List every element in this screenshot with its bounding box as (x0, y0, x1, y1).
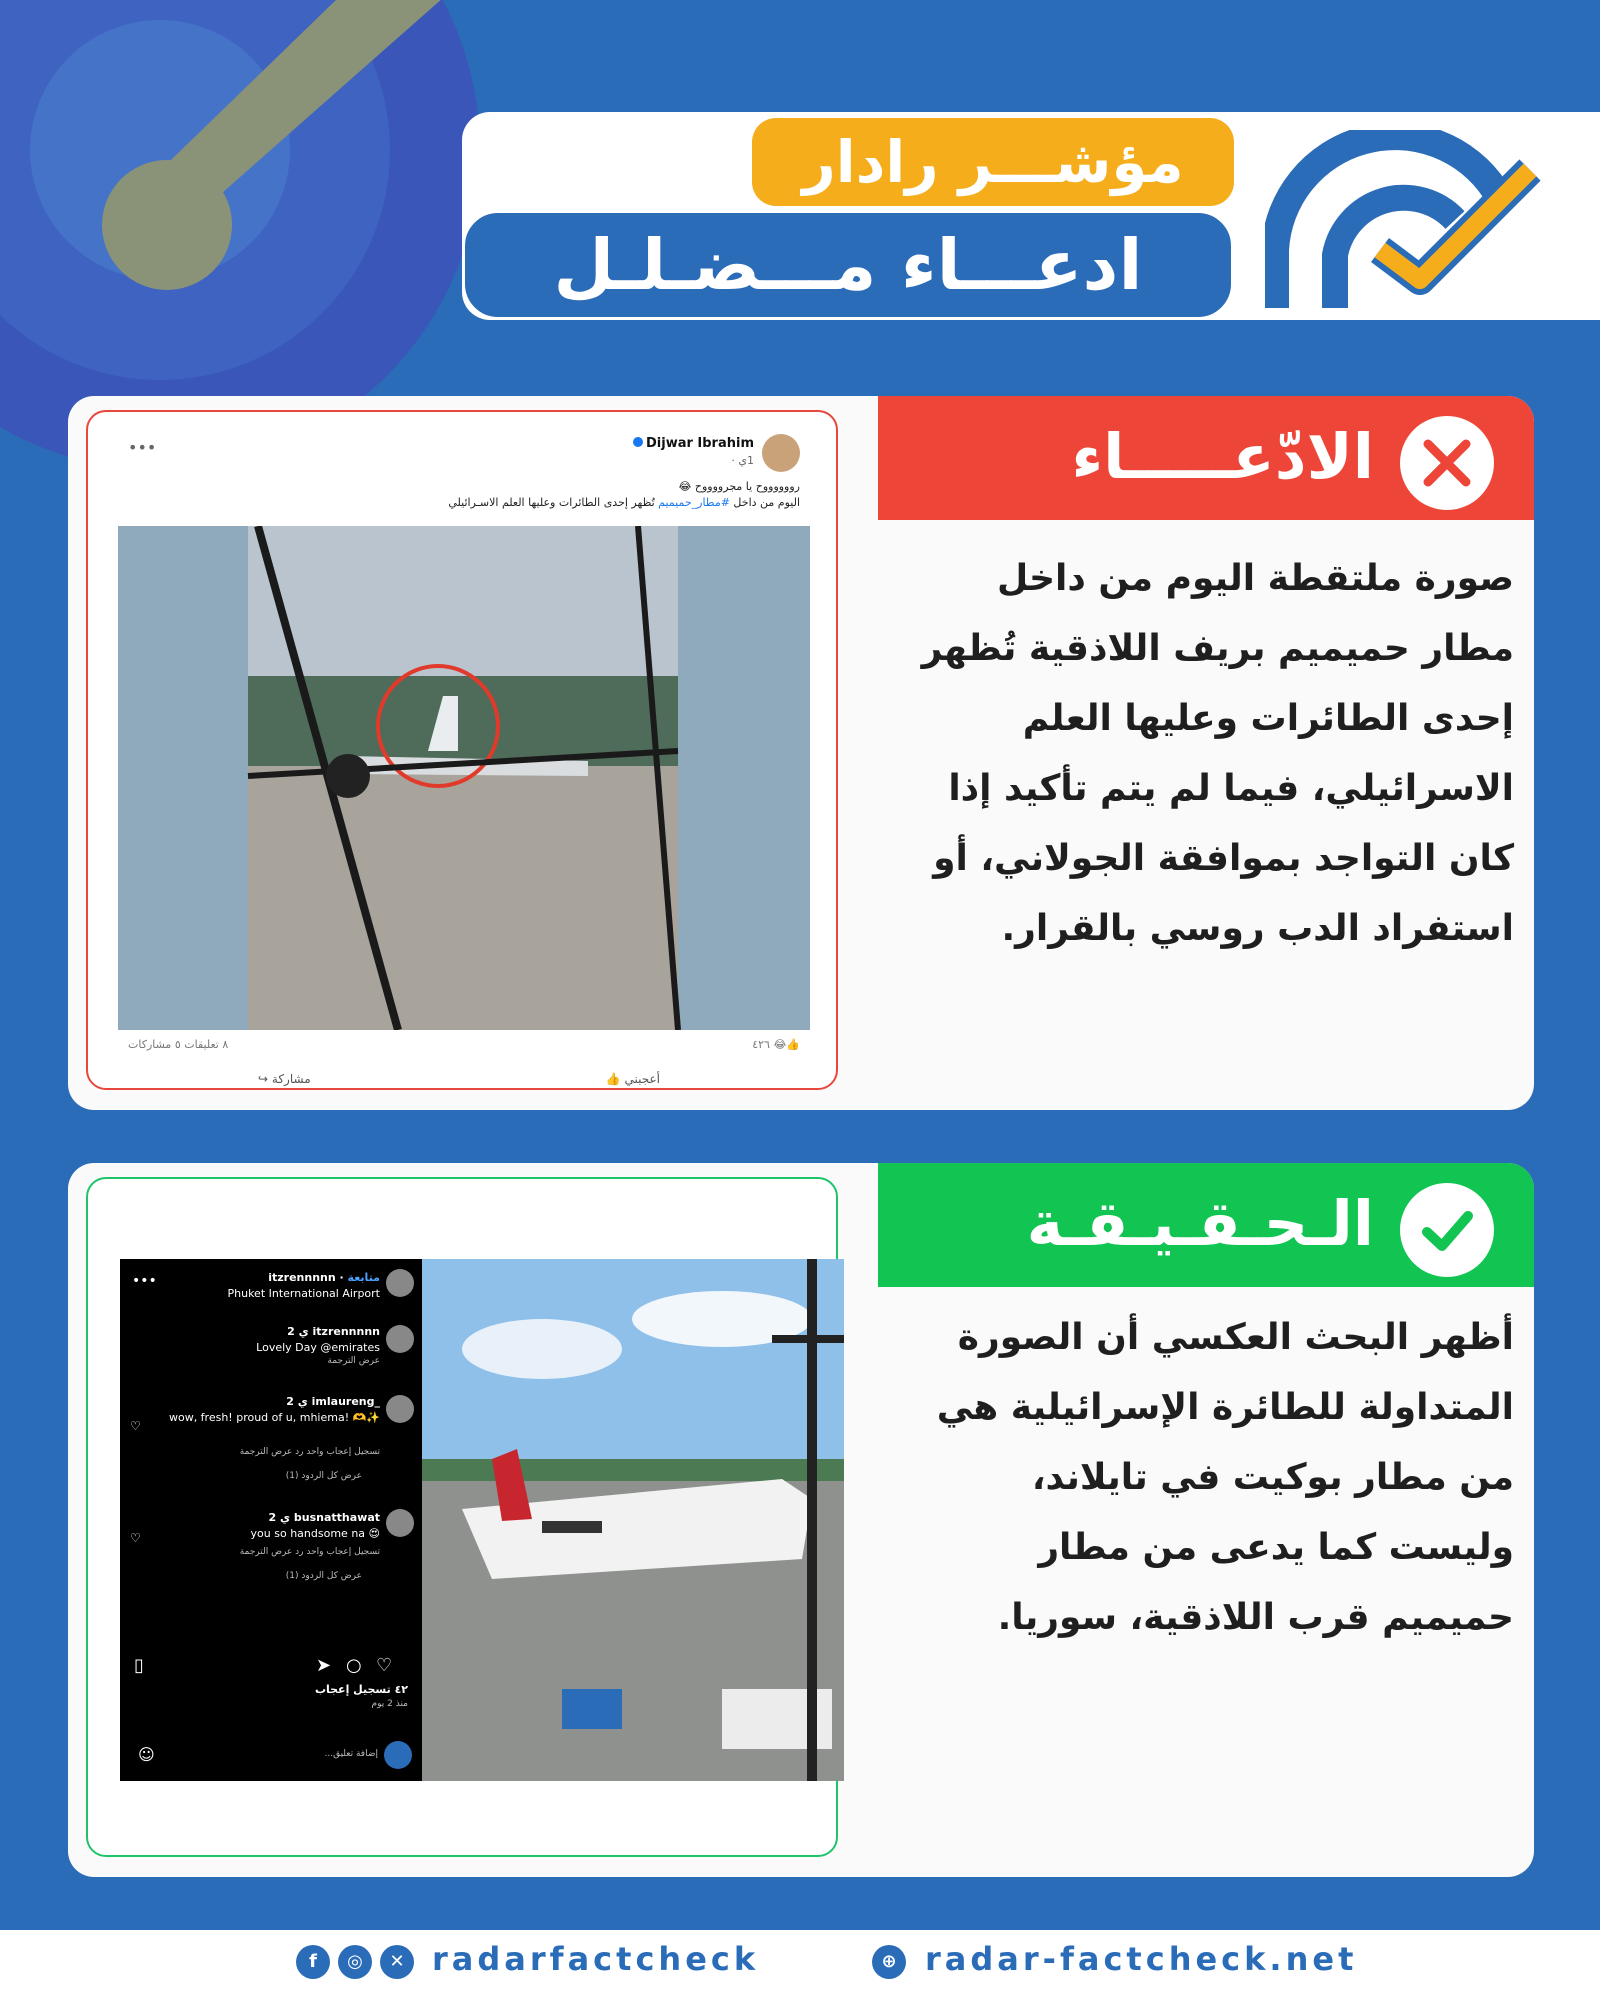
post-reactions[interactable]: 👍😂 ٤٢٦ (752, 1038, 800, 1051)
view-replies-link[interactable]: عرض كل الردود (1) (285, 1571, 362, 1581)
avatar[interactable] (386, 1395, 414, 1423)
claim-ribbon (878, 396, 1534, 520)
thumbs-up-icon: 👍 (605, 1072, 621, 1086)
globe-icon: ⊕ (872, 1945, 906, 1979)
comment-actions[interactable]: تسجيل إعجاب واحد رد عرض الترجمة (239, 1547, 380, 1557)
ig-location[interactable]: Phuket International Airport (227, 1287, 380, 1300)
send-icon[interactable]: ➤ (316, 1655, 332, 1676)
add-comment-input[interactable]: إضافة تعليق... (324, 1749, 378, 1759)
emoji-icon[interactable]: ☺ (138, 1745, 155, 1764)
comment-user[interactable]: 2 ي busnatthawat (268, 1511, 380, 1524)
heart-icon[interactable]: ♡ (130, 1419, 141, 1433)
comment-text: wow, fresh! proud of u, mhiema! 🫶✨ (168, 1411, 380, 1424)
avatar[interactable] (386, 1509, 414, 1537)
see-translation-link[interactable]: عرض الترجمة (327, 1356, 380, 1366)
comment-text: you so handsome na 😍 (250, 1527, 380, 1540)
view-replies-link[interactable]: عرض كل الردود (1) (285, 1471, 362, 1481)
facebook-icon[interactable]: f (296, 1945, 330, 1979)
facebook-post (118, 424, 810, 1086)
instagram-icon[interactable]: ◎ (338, 1945, 372, 1979)
comment-user[interactable]: 2 ي itzrennnnn (287, 1325, 380, 1338)
claim-text: صورة ملتقطة اليوم من داخل مطار حميميم بريف اللاذقية تُظهر إحدى الطائرات وعليها العلم الاسرائيلي، فيما لم يتم تأكيد إذا كان التواجد بموافقة الجولاني، أو استفراد الدب روسي بالقرار. (921, 558, 1514, 949)
x-icon[interactable]: ✕ (380, 1945, 414, 1979)
airport-photo[interactable] (422, 1259, 844, 1781)
share-button[interactable]: مشاركة ↪ (258, 1072, 311, 1086)
instagram-comments-panel (120, 1259, 422, 1781)
likes-count[interactable]: ٤٢ تسجيل إعجاب (314, 1683, 408, 1696)
instagram-post (120, 1259, 844, 1781)
claim-screenshot-frame (86, 410, 838, 1090)
share-arrow-icon: ↪ (258, 1072, 269, 1086)
more-options-icon[interactable]: ••• (132, 1273, 157, 1289)
cross-icon (1400, 416, 1494, 510)
check-icon (1400, 1183, 1494, 1277)
comment-icon[interactable]: ○ (346, 1655, 362, 1676)
post-age: منذ 2 يوم (371, 1699, 408, 1709)
claim-card (68, 396, 1534, 1110)
post-time: 1ي · (731, 454, 754, 467)
heart-icon[interactable]: ♡ (130, 1531, 141, 1545)
social-handle[interactable]: radarfactcheck (432, 1940, 760, 1978)
truth-screenshot-frame (86, 1177, 838, 1857)
truth-text: أظهر البحث العكسي أن الصورة المتداولة للطائرة الإسرائيلية هي من مطار بوكيت في تايلاند، وليست كما يدعى من مطار حميميم قرب اللاذقية، سوريا. (936, 1317, 1514, 1638)
verified-icon (633, 437, 643, 447)
heart-icon[interactable]: ♡ (376, 1655, 393, 1676)
like-button[interactable]: أعجبني 👍 (605, 1072, 660, 1086)
radar-center-dot (102, 160, 232, 290)
radar-logo-icon (1265, 130, 1565, 310)
post-photo[interactable] (118, 526, 810, 1030)
footer (0, 1930, 1600, 2000)
verdict-title: ادعـــاء مـــضـلـل (462, 210, 1234, 320)
more-options-icon[interactable]: ••• (128, 438, 157, 457)
website-link[interactable]: radar-factcheck.net (925, 1940, 1358, 1978)
comment-actions[interactable]: تسجيل إعجاب واحد رد عرض الترجمة (239, 1447, 380, 1457)
post-caption-line2: اليوم من داخل #مطار_حميميم تُظهر إحدى الطائرات وعليها العلم الاسـرائيلي (448, 496, 800, 509)
comment-text: Lovely Day @emirates (256, 1341, 380, 1354)
claim-label: الادّعـــــاء (1071, 420, 1374, 493)
truth-card (68, 1163, 1534, 1877)
brand-title: مؤشـــر رادار (752, 118, 1234, 206)
comment-user[interactable]: 2 ي imlaureng_ (286, 1395, 380, 1408)
truth-label: الـحـقـيـقـة (1026, 1187, 1374, 1260)
avatar[interactable] (386, 1325, 414, 1353)
reaction-icon: 👍😂 (773, 1038, 800, 1051)
bookmark-icon[interactable]: ▯ (134, 1655, 144, 1676)
truth-ribbon (878, 1163, 1534, 1287)
ig-header-user[interactable]: itzrennnnn · متابعة (268, 1271, 380, 1284)
post-caption-line1: رووووووح يا مجرووووح 😂 (678, 480, 800, 493)
avatar[interactable] (386, 1269, 414, 1297)
avatar[interactable] (762, 434, 800, 472)
avatar (384, 1741, 412, 1769)
hashtag-link[interactable]: #مطار_حميميم (658, 496, 730, 509)
post-comments-shares[interactable]: ٨ تعليقات ٥ مشاركات (128, 1038, 229, 1051)
post-author[interactable]: Dijwar Ibrahim (633, 436, 754, 451)
